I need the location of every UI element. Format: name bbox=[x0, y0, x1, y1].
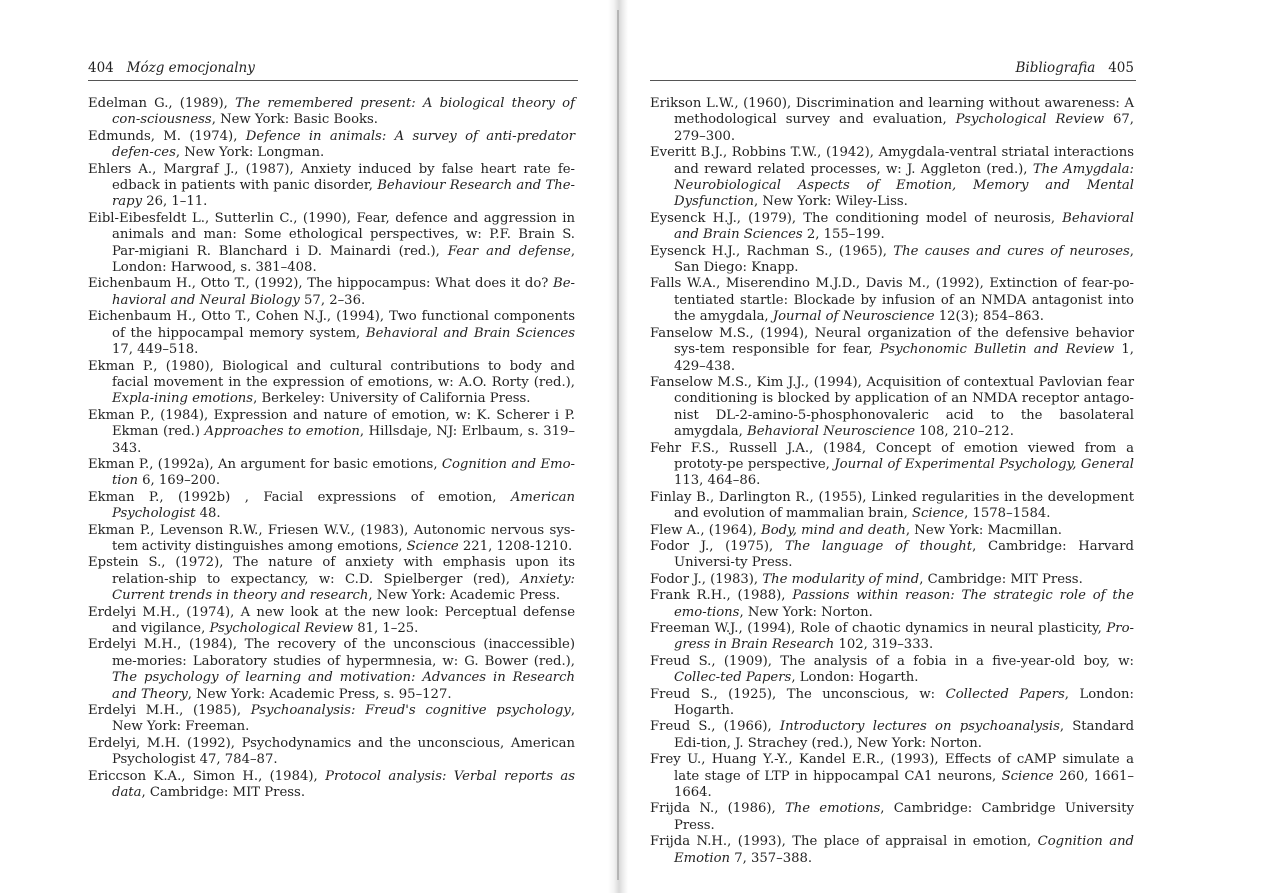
bibliography-entry bbox=[88, 359, 575, 408]
entry-text-tail: , New York: Freeman. bbox=[112, 703, 576, 735]
bibliography-entry bbox=[650, 375, 1134, 441]
right-running-head bbox=[650, 60, 1134, 76]
bibliography-entry bbox=[650, 801, 1134, 834]
entry-text: Erdelyi M.H., (1984), The recovery of the unconscious (inaccessible) me-mories: Laboratory studies of hypermnesia, w: G. Bower (red.), bbox=[88, 637, 575, 669]
bibliography-entry bbox=[88, 555, 575, 604]
entry-title-italic: Introductory lectures on psychoanalysis bbox=[779, 719, 1060, 735]
entry-title-italic: Behaviour Research and The-rapy bbox=[112, 178, 576, 210]
entry-title-italic: Psychonomic Bulletin and Review bbox=[879, 342, 1115, 358]
entry-title-italic: The Amygdala: Neurobiological Aspects of Emotion, Memory and Mental Dysfunction bbox=[674, 161, 1134, 210]
entry-text-tail: 1, 429–438. bbox=[674, 342, 1134, 374]
entry-title-italic: Science bbox=[911, 506, 965, 522]
bibliography-entry bbox=[88, 457, 575, 490]
bibliography-entry bbox=[88, 129, 575, 162]
entry-text: Epstein S., (1972), The nature of anxiety with emphasis upon its relation-ship to expectancy, w: C.D. Spielberger (red), bbox=[88, 555, 575, 587]
bibliography-entry bbox=[88, 736, 575, 769]
entry-text-tail: 26, 1–11. bbox=[142, 194, 208, 210]
bibliography-entry bbox=[88, 703, 575, 736]
entry-text-tail: 81, 1–25. bbox=[353, 621, 419, 636]
entry-text: Frijda N., (1986), bbox=[650, 801, 785, 817]
bibliography-entry bbox=[650, 687, 1134, 720]
entry-text-tail: , Cambridge: MIT Press. bbox=[919, 571, 1083, 587]
entry-text: Ekman P., Levenson R.W., Friesen W.V., (1983), Autonomic nervous sys-tem activity distinguishes among emotions, bbox=[88, 522, 575, 554]
bibliography-entry bbox=[650, 621, 1134, 654]
bibliography-entry bbox=[88, 408, 575, 457]
entry-text-tail: , Cambridge: Cambridge University Press. bbox=[674, 801, 1134, 833]
entry-title-italic: Science bbox=[406, 538, 459, 554]
bibliography-entry bbox=[650, 441, 1134, 490]
entry-text: Fanselow M.S., Kim J.J., (1994), Acquisition of contextual Pavlovian fear conditioning is blocked by application of an NMDA receptor antago-nist DL-2-amino-5-phosphonovaleric acid to the basolateral amygdala, bbox=[650, 374, 1134, 440]
left-header-rule bbox=[88, 80, 578, 81]
entry-text-tail: , Cambridge: MIT Press. bbox=[141, 785, 306, 801]
entry-text-tail: 48. bbox=[195, 506, 221, 522]
entry-text: Falls W.A., Miserendino M.J.D., Davis M., (1992), Extinction of fear-po-tentiated startle: Blockade by infusion of an NMDA antagonist into the amygdala, bbox=[650, 276, 1134, 325]
entry-text: Flew A., (1964), bbox=[650, 522, 761, 538]
entry-text: Finlay B., Darlington R., (1955), Linked regularities in the development and evolution of mammalian brain, bbox=[650, 489, 1134, 522]
entry-title-italic: The causes and cures of neuroses bbox=[893, 243, 1130, 259]
entry-text: Fodor J., (1975), bbox=[650, 538, 785, 554]
bibliography-entry bbox=[650, 490, 1134, 523]
bibliography-entry bbox=[88, 96, 575, 129]
entry-title-italic: Passions within reason: The strategic role of the emo-tions bbox=[674, 588, 1134, 620]
entry-text: Eysenck H.J., (1979), The conditioning model of neurosis, bbox=[650, 210, 1063, 226]
entry-text-tail: 113, 464–86. bbox=[674, 473, 761, 489]
entry-title-italic: Behavioral and Brain Sciences bbox=[365, 325, 575, 341]
entry-text-tail: , Standard Edi-tion, J. Strachey (red.), New York: Norton. bbox=[674, 719, 1135, 751]
entry-text: Ekman P., (1984), Expression and nature of emotion, w: K. Scherer i P. Ekman (red.) bbox=[88, 407, 575, 440]
entry-text: Ericcson K.A., Simon H., (1984), bbox=[88, 768, 326, 784]
bibliography-entry bbox=[650, 211, 1134, 244]
entry-title-italic: The language of thought bbox=[784, 538, 973, 554]
bibliography-entry bbox=[88, 637, 575, 703]
left-running-head bbox=[88, 60, 576, 76]
entry-text-tail: 67, 279–300. bbox=[674, 112, 1134, 144]
entry-text: Erikson L.W., (1960), Discrimination and learning without awareness: A methodological survey and evaluation, bbox=[650, 96, 1134, 128]
entry-text: Eichenbaum H., Otto T., Cohen N.J., (1994), Two functional components of the hippocampal memory system, bbox=[88, 309, 575, 341]
entry-text: Erdelyi M.H., (1985), bbox=[88, 703, 251, 719]
entry-text: Erdelyi, M.H. (1992), Psychodynamics and the unconscious, American Psychologist 47, 784–87. bbox=[88, 735, 575, 768]
entry-text-tail: 57, 2–36. bbox=[299, 292, 366, 308]
entry-title-italic: Anxiety: Current trends in theory and research bbox=[112, 571, 575, 604]
entry-text: Eysenck H.J., Rachman S., (1965), bbox=[650, 243, 894, 259]
left-running-title: Mózg emocjonalny bbox=[126, 60, 255, 76]
entry-text-tail: , Cambridge: Harvard Universi-ty Press. bbox=[674, 538, 1134, 571]
entry-text: Eichenbaum H., Otto T., (1992), The hippocampus: What does it do? bbox=[88, 276, 554, 292]
entry-title-italic: Journal of Neuroscience bbox=[772, 309, 935, 325]
entry-text: Ekman P., (1992a), An argument for basic emotions, bbox=[88, 456, 442, 472]
entry-text: Fodor J., (1983), bbox=[650, 571, 763, 587]
entry-text: Freud S., (1909), The analysis of a fobia in a five-year-old boy, w: bbox=[650, 653, 1134, 669]
bibliography-entry bbox=[650, 276, 1134, 325]
entry-title-italic: Behavioral Neuroscience bbox=[747, 424, 916, 440]
entry-text-tail: , 1578–1584. bbox=[964, 506, 1051, 522]
entry-text-tail: 17, 449–518. bbox=[112, 342, 199, 358]
entry-text-tail: , London: Hogarth. bbox=[674, 686, 1134, 719]
entry-title-italic: The emotions bbox=[784, 801, 881, 817]
entry-text-tail: , New York: Longman. bbox=[175, 145, 325, 161]
entry-text-tail: 221, 1208-1210. bbox=[458, 538, 573, 554]
bibliography-entry bbox=[650, 326, 1134, 375]
left-bibliography-list bbox=[88, 96, 575, 801]
entry-title-italic: Cognition and Emotion bbox=[674, 834, 1135, 866]
bibliography-entry bbox=[650, 719, 1134, 752]
entry-title-italic: Collected Papers bbox=[945, 686, 1065, 702]
bibliography-entry bbox=[650, 588, 1134, 621]
entry-title-italic: Defence in animals: A survey of anti-predator defen-ces bbox=[112, 128, 575, 161]
entry-title-italic: Behavioral and Brain Sciences bbox=[674, 210, 1134, 243]
entry-text-tail: 7, 357–388. bbox=[730, 850, 813, 866]
entry-title-italic: Body, mind and death bbox=[761, 522, 906, 538]
right-header-rule bbox=[650, 80, 1136, 81]
entry-text-tail: , New York: Macmillan. bbox=[905, 522, 1062, 538]
entry-text-tail: , New York: Academic Press, s. 95–127. bbox=[187, 686, 452, 702]
entry-title-italic: Approaches to emotion bbox=[204, 424, 360, 440]
book-spine-line bbox=[617, 10, 619, 880]
entry-text: Freeman W.J., (1994), Role of chaotic dynamics in neural plasticity, bbox=[650, 621, 1107, 636]
entry-title-italic: The psychology of learning and motivation: Advances in Research and Theory bbox=[112, 670, 575, 702]
entry-title-italic: The remembered present: A biological theory of con-sciousness bbox=[112, 96, 575, 128]
entry-text-tail: , New York: Basic Books. bbox=[211, 112, 378, 128]
bibliography-entry bbox=[650, 539, 1134, 572]
entry-text: Ekman P., (1992b) , Facial expressions of emotion, bbox=[88, 489, 511, 505]
entry-text: Everitt B.J., Robbins T.W., (1942), Amygdala-ventral striatal interactions and reward related processes, w: J. Aggleton (red.), bbox=[650, 145, 1134, 177]
entry-text-tail: 12(3); 854–863. bbox=[934, 309, 1044, 325]
bibliography-entry bbox=[650, 654, 1134, 687]
right-running-title: Bibliografia bbox=[1015, 60, 1096, 76]
entry-text: Fanselow M.S., (1994), Neural organization of the defensive behavior sys-tem responsible for fear, bbox=[650, 325, 1134, 358]
bibliography-entry bbox=[650, 523, 1134, 539]
entry-text-tail: , London: Hogarth. bbox=[791, 670, 919, 686]
entry-title-italic: Collec-ted Papers bbox=[674, 670, 792, 686]
bibliography-entry bbox=[650, 96, 1134, 145]
left-page-number: 404 bbox=[88, 60, 114, 76]
entry-text: Frijda N.H., (1993), The place of appraisal in emotion, bbox=[650, 834, 1038, 850]
bibliography-entry bbox=[88, 769, 575, 802]
entry-title-italic: Cognition and Emo-tion bbox=[112, 456, 575, 489]
entry-text-tail: 6, 169–200. bbox=[137, 473, 221, 489]
entry-text: Ekman P., (1980), Biological and cultural contributions to body and facial movement in the expression of emotions, w: A.O. Rorty (red.), bbox=[88, 358, 575, 390]
entry-title-italic: Psychological Review bbox=[955, 112, 1104, 128]
entry-text: Erdelyi M.H., (1974), A new look at the new look: Perceptual defense and vigilance, bbox=[88, 604, 575, 636]
right-page-number: 405 bbox=[1108, 60, 1134, 76]
entry-text-tail: 102, 319–333. bbox=[834, 637, 934, 653]
bibliography-entry bbox=[88, 211, 575, 277]
entry-text: Edelman G., (1989), bbox=[88, 96, 236, 111]
entry-title-italic: Fear and defense bbox=[447, 243, 571, 259]
right-bibliography-list bbox=[650, 96, 1134, 867]
entry-title-italic: Science bbox=[1001, 768, 1054, 784]
entry-text-tail: 2, 155–199. bbox=[802, 227, 885, 243]
entry-text: Freud S., (1966), bbox=[650, 719, 780, 735]
entry-text: Frank R.H., (1988), bbox=[650, 588, 793, 604]
bibliography-entry bbox=[88, 490, 575, 523]
entry-title-italic: American Psychologist bbox=[112, 489, 575, 522]
bibliography-entry bbox=[88, 276, 575, 309]
bibliography-entry bbox=[650, 145, 1134, 211]
entry-text: Edmunds, M. (1974), bbox=[88, 128, 246, 144]
entry-text: Ehlers A., Margraf J., (1987), Anxiety induced by false heart rate fe-edback in patients with panic disorder, bbox=[88, 161, 575, 194]
entry-title-italic: Protocol analysis: Verbal reports as data bbox=[112, 768, 575, 801]
bibliography-entry bbox=[88, 605, 575, 638]
entry-text-tail: , New York: Academic Press. bbox=[368, 588, 561, 604]
entry-text: Eibl-Eibesfeldt L., Sutterlin C., (1990), Fear, defence and aggression in animals and man: Some ethological perspectives, w: P.F. Brain S. Par-migiani R. Blanchard i D. Mainardi (red.), bbox=[88, 210, 575, 259]
left-page bbox=[0, 0, 608, 893]
entry-title-italic: Psychoanalysis: Freud's cognitive psychology bbox=[250, 703, 571, 719]
entry-text: Freud S., (1925), The unconscious, w: bbox=[650, 686, 946, 702]
bibliography-entry bbox=[650, 752, 1134, 801]
entry-text-tail: , New York: Norton. bbox=[739, 604, 873, 620]
entry-title-italic: Psychological Review bbox=[209, 621, 353, 636]
entry-text: Fehr F.S., Russell J.A., (1984, Concept of emotion viewed from a prototy-pe perspective, bbox=[650, 440, 1134, 472]
entry-title-italic: Be-havioral and Neural Biology bbox=[112, 276, 575, 308]
entry-text-tail: , Berkeley: University of California Press. bbox=[253, 391, 531, 407]
entry-text-tail: 260, 1661–1664. bbox=[674, 768, 1134, 801]
bibliography-entry bbox=[88, 309, 575, 358]
entry-title-italic: Journal of Experimental Psychology, General bbox=[834, 456, 1134, 472]
bibliography-entry bbox=[650, 244, 1134, 277]
entry-text: Frey U., Huang Y.-Y., Kandel E.R., (1993), Effects of cAMP simulate a late stage of LTP in hippocampal CA1 neurons, bbox=[650, 752, 1134, 784]
entry-text-tail: , Hillsdaje, NJ: Erlbaum, s. 319–343. bbox=[112, 424, 576, 456]
right-page bbox=[628, 0, 1266, 893]
entry-title-italic: The modularity of mind bbox=[762, 571, 920, 587]
bibliography-entry bbox=[650, 834, 1134, 867]
entry-title-italic: Expla-ining emotions bbox=[112, 391, 254, 407]
bibliography-entry bbox=[650, 572, 1134, 588]
entry-text-tail: 108, 210–212. bbox=[915, 424, 1014, 440]
entry-text-tail: , New York: Wiley-Liss. bbox=[754, 194, 908, 210]
entry-title-italic: Pro-gress in Brain Research bbox=[674, 621, 1134, 653]
entry-text-tail: , London: Harwood, s. 381–408. bbox=[112, 243, 576, 276]
bibliography-entry bbox=[88, 162, 575, 211]
bibliography-entry bbox=[88, 523, 575, 556]
entry-text-tail: , San Diego: Knapp. bbox=[674, 243, 1134, 276]
